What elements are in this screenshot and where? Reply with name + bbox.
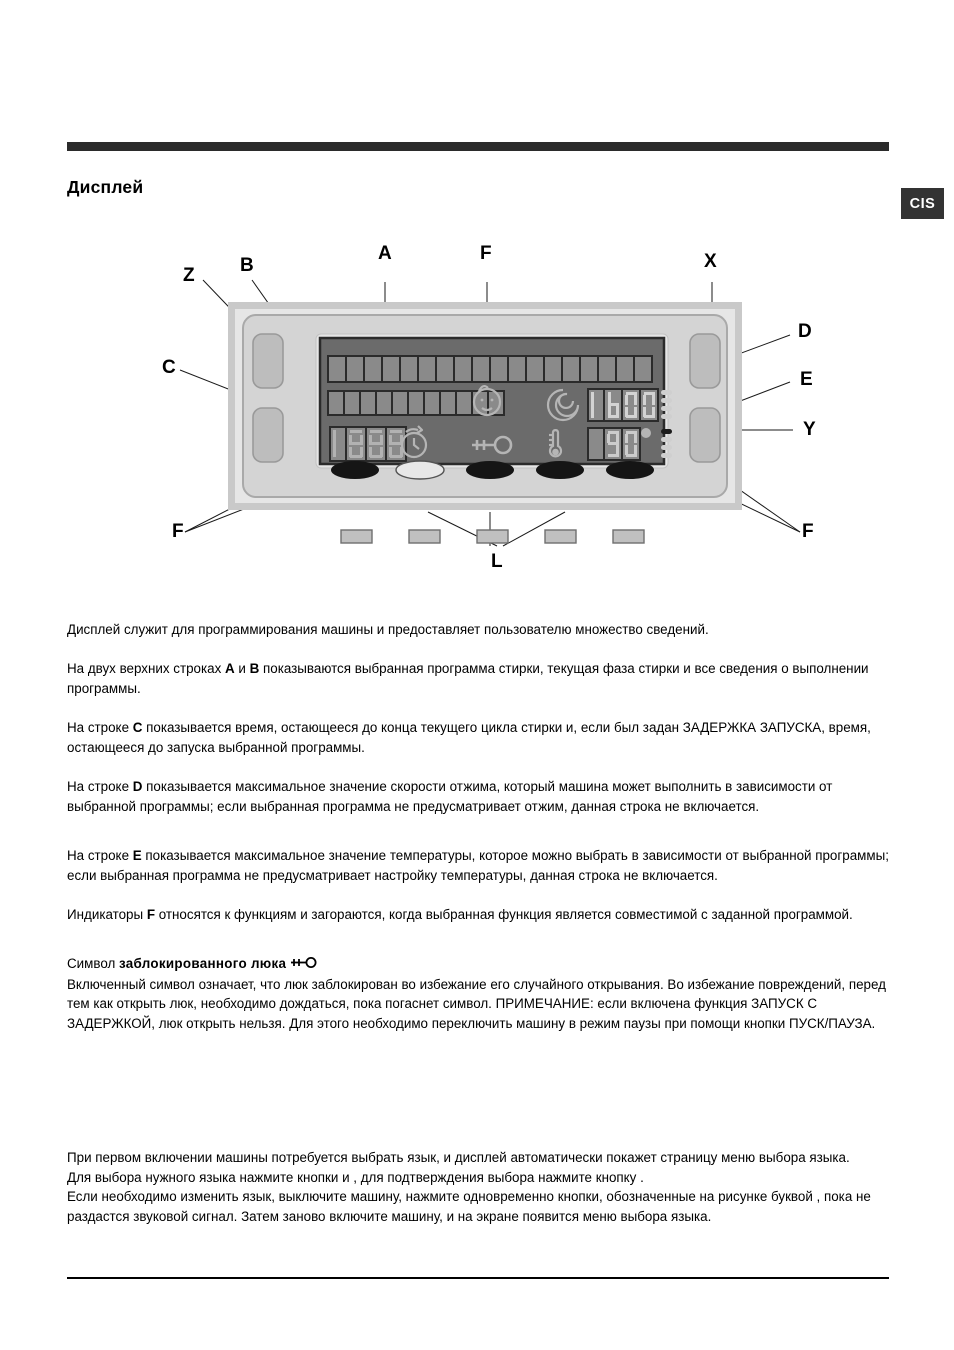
figure-label-l: L	[491, 551, 503, 572]
p4-bold-d: D	[132, 779, 143, 794]
p5-post: показывается максимальное значение температуры, которое можно выбрать в зависимости от выбранной программы; если выбранная программа не предусматривает настройку температуры, данная строка не включается.	[67, 848, 889, 883]
control-button-3	[477, 530, 508, 543]
p4-post: показывается максимальное значение скорости отжима, который машина может выполнить в зависимости от выбранной программы; если выбранная программа не предусматривает отжим, данная строка не включается.	[67, 779, 833, 814]
figure-label-c: C	[162, 357, 176, 378]
figure-label-y: Y	[803, 419, 816, 440]
display-diagram	[0, 230, 954, 590]
door-lock-body: Включенный символ означает, что люк заблокирован во избежание его случайного открывания. Во избежание повреждений, перед тем как открыть люк, необходимо дождаться, пока погаснет символ. ПРИМЕЧАНИЕ: если включена функция ЗАПУСК С ЗАДЕРЖКОЙ, люк открыть нельзя. Для этого необходимо переключить машину в режим паузы при помощи кнопки ПУСК/ПАУЗА.	[67, 976, 886, 1031]
figure-label-d: D	[798, 321, 812, 342]
figure-label-f-top: F	[480, 243, 492, 264]
paragraph-row-c	[67, 718, 891, 757]
lcd-row-a	[328, 356, 652, 382]
lcd-time-row	[330, 427, 406, 461]
p6-pre: Индикаторы	[67, 907, 147, 922]
lcd-spin-value	[588, 389, 658, 421]
p5-bold-e: E	[132, 848, 142, 863]
lang-paragraph-3: Если необходимо изменить язык, выключите машину, нажмите одновременно кнопки, обозначенные на рисунке буквой , пока не раздастся звуковой сигнал. Затем заново включите машину, и на экране появится меню выбора языка.	[67, 1189, 871, 1224]
figure-label-x: X	[704, 251, 717, 272]
p3-post: показывается время, остающееся до конца текущего цикла стирки и, если был задан ЗАДЕРЖКА ЗАПУСКА, время, остающееся до запуска выбранной программы.	[67, 720, 871, 755]
paragraph-row-e	[67, 846, 891, 885]
lang-paragraph-2: Для выбора нужного языка нажмите кнопки и , для подтверждения выбора нажмите кнопку .	[67, 1169, 644, 1185]
p2-bold-b: B	[249, 661, 260, 676]
indicator-oval-1	[331, 461, 379, 479]
paragraph-intro	[67, 620, 891, 640]
figure-label-z: Z	[183, 265, 195, 286]
p3-bold-c: C	[132, 720, 143, 735]
control-button-4	[545, 530, 576, 543]
section-language-select	[67, 1148, 891, 1226]
page-title: Дисплей	[67, 177, 144, 197]
p2-pre: На двух верхних строках	[67, 661, 226, 676]
language-badge: CIS	[901, 188, 944, 219]
p4-pre: На строке	[67, 779, 133, 794]
lock-head-bold: заблокированного люка	[119, 956, 287, 971]
p2-post: показываются выбранная программа стирки, текущая фаза стирки и все сведения о выполнении программы.	[67, 661, 869, 696]
control-button-5	[613, 530, 644, 543]
indicator-oval-3	[466, 461, 514, 479]
p6-post: относятся к функциям и загораются, когда выбранная функция является совместимой с заданной программой.	[155, 907, 853, 922]
lock-head-pre: Символ	[67, 956, 120, 971]
indicator-oval-4	[536, 461, 584, 479]
figure-label-e: E	[800, 369, 813, 390]
knob-top-right	[690, 334, 720, 388]
degree-symbol-icon	[641, 428, 651, 438]
key-lock-icon-inline	[289, 955, 317, 975]
knob-bottom-left	[253, 408, 283, 462]
p6-bold-f: F	[146, 907, 156, 922]
paragraph-rows-ab	[67, 659, 891, 698]
header-rule	[67, 142, 889, 151]
paragraph-row-d	[67, 777, 891, 816]
lang-paragraph-1: При первом включении машины потребуется выбрать язык, и дисплей автоматически покажет страницу меню выбора языка.	[67, 1150, 850, 1165]
control-button-1	[341, 530, 372, 543]
p2-bold-a: A	[225, 661, 235, 676]
figure-label-b: B	[240, 255, 254, 276]
section-door-lock	[67, 954, 891, 1033]
p5-pre: На строке	[67, 848, 133, 863]
door-lock-heading	[67, 954, 891, 975]
indicator-oval-5	[606, 461, 654, 479]
p3-pre: На строке	[67, 720, 133, 735]
indicator-oval-2	[396, 461, 444, 479]
control-button-2	[409, 530, 440, 543]
p2-mid: и	[234, 661, 250, 676]
figure-label-f-right: F	[802, 521, 814, 542]
knob-bottom-right	[690, 408, 720, 462]
figure-label-f-left: F	[172, 521, 184, 542]
footer-rule	[67, 1277, 889, 1279]
paragraph-intro-text: Дисплей служит для программирования машины и предоставляет пользователю множество сведений.	[67, 622, 709, 637]
knob-top-left	[253, 334, 283, 388]
figure-label-a: A	[378, 243, 392, 264]
paragraph-row-f	[67, 905, 891, 925]
control-buttons	[341, 530, 644, 543]
